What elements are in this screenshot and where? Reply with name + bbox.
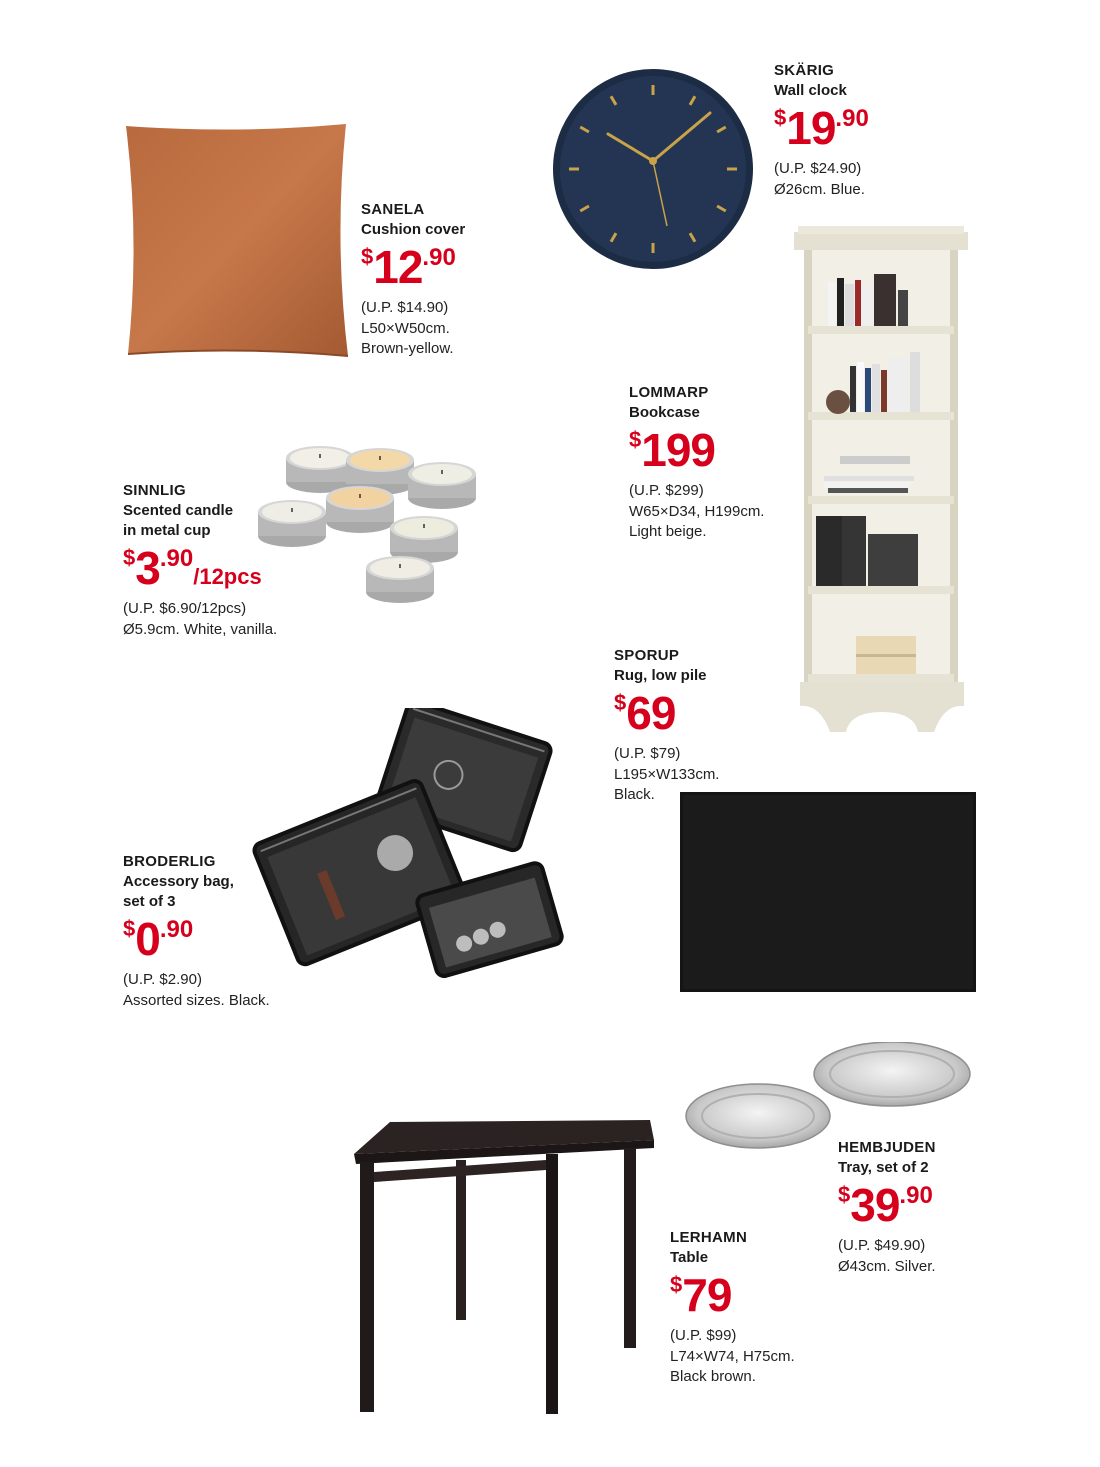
product-name: SANELA <box>361 201 425 218</box>
wall-clock-image <box>550 66 756 272</box>
price: $19.90 <box>774 102 869 154</box>
trays-image <box>684 1042 974 1152</box>
product-description-line-2: in metal cup <box>123 522 211 539</box>
product-description: Table <box>670 1249 709 1266</box>
accessory-bags-image <box>248 708 564 978</box>
product-description: Wall clock <box>774 82 847 99</box>
product-info: (U.P. $49.90) Ø43cm. Silver. <box>838 1237 936 1275</box>
product-description: Scented candle <box>123 502 234 519</box>
candles-image <box>256 428 482 604</box>
product-name: SKÄRIG <box>774 62 835 79</box>
price: $12.90 <box>361 241 456 293</box>
price: $0.90 <box>123 913 194 965</box>
product-name: BRODERLIG <box>123 853 216 870</box>
product-lommarp <box>629 383 764 543</box>
price: $199 <box>629 424 715 476</box>
candle <box>286 446 354 493</box>
product-info: (U.P. $79) L195×W133cm. Black. <box>614 745 720 803</box>
price: $69 <box>614 687 676 739</box>
candle <box>408 462 476 509</box>
product-description: Rug, low pile <box>614 667 707 684</box>
product-description: Bookcase <box>629 404 700 421</box>
candle <box>390 516 458 563</box>
product-description-line-2: set of 3 <box>123 893 176 910</box>
product-info: (U.P. $14.90) L50×W50cm. Brown-yellow. <box>361 299 454 357</box>
product-broderlig <box>123 852 270 1011</box>
product-info: (U.P. $24.90) Ø26cm. Blue. <box>774 160 865 198</box>
product-info: (U.P. $2.90) Assorted sizes. Black. <box>123 971 270 1009</box>
price: $3.90/12pcs <box>123 542 262 594</box>
table-image <box>350 1114 658 1414</box>
product-name: LOMMARP <box>629 384 709 401</box>
product-skarig <box>774 61 869 200</box>
product-info: (U.P. $99) L74×W74, H75cm. Black brown. <box>670 1327 795 1385</box>
product-description: Cushion cover <box>361 221 466 238</box>
product-description: Accessory bag, <box>123 873 234 890</box>
price: $79 <box>670 1269 732 1321</box>
product-name: HEMBJUDEN <box>838 1139 936 1156</box>
price: $39.90 <box>838 1179 933 1231</box>
product-sinnlig <box>123 481 277 640</box>
product-hembjuden <box>838 1138 936 1277</box>
product-description: Tray, set of 2 <box>838 1159 929 1176</box>
product-name: LERHAMN <box>670 1229 748 1246</box>
product-lerhamn <box>670 1228 795 1388</box>
product-name: SPORUP <box>614 647 680 664</box>
product-info: (U.P. $299) W65×D34, H199cm. Light beige. <box>629 482 765 540</box>
cushion-image <box>120 120 352 360</box>
candle <box>366 556 434 603</box>
rug-image <box>680 792 976 992</box>
bookcase-image <box>794 226 970 732</box>
product-sanela <box>361 200 465 360</box>
product-name: SINNLIG <box>123 482 186 499</box>
product-info: (U.P. $6.90/12pcs) Ø5.9cm. White, vanilla. <box>123 600 278 638</box>
candle <box>326 486 394 533</box>
product-sporup <box>614 646 719 806</box>
